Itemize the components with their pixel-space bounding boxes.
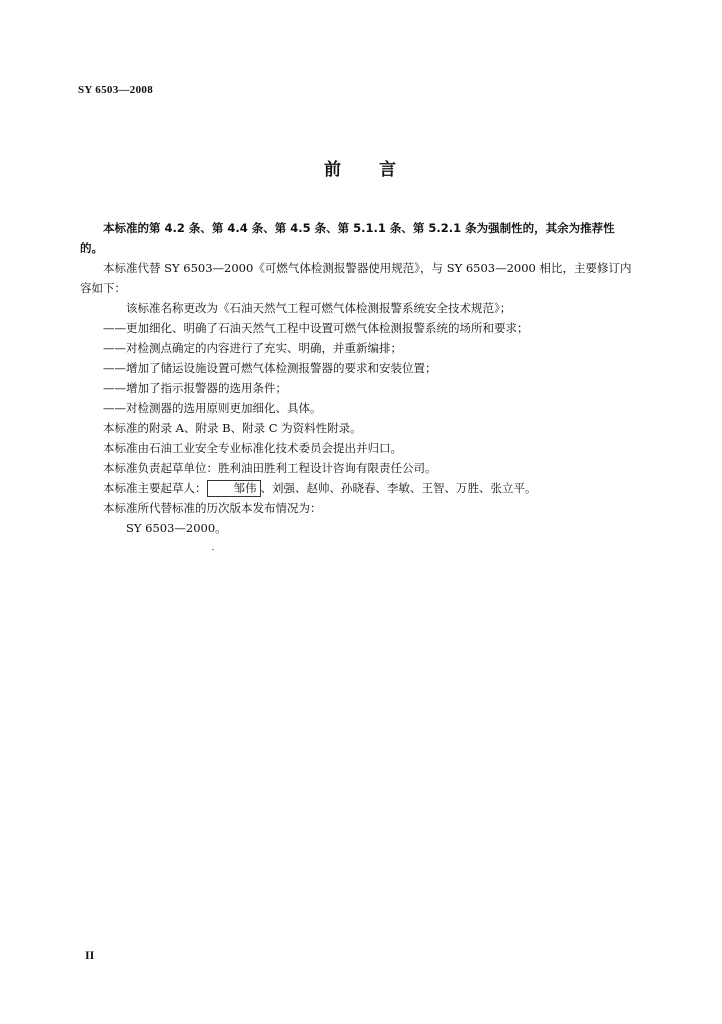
page-title (0, 155, 722, 180)
mandatory-clause-paragraph: 本标准的第 4.2 条、第 4.4 条、第 4.5 条、第 5.1.1 条、第 5.2.1 条为强制性的，其余为推荐性的。 (80, 221, 615, 255)
change-item-3: ——对检测点确定的内容进行了充实、明确，并重新编排； (103, 341, 402, 355)
drafters-rest: 、刘强、赵帅、孙晓春、李敏、王智、万胜、张立平。 (260, 481, 537, 495)
change-item-6: ——对检测器的选用原则更加细化、具体。 (103, 401, 322, 415)
appendix-paragraph: 本标准的附录 A、附录 B、附录 C 为资料性附录。 (103, 421, 362, 435)
change-item-4: ——增加了储运设施设置可燃气体检测报警器的要求和安装位置； (103, 361, 437, 375)
drafting-unit-paragraph: 本标准负责起草单位：胜利油田胜利工程设计咨询有限责任公司。 (103, 461, 437, 475)
history-paragraph: 本标准所代替标准的历次版本发布情况为： (103, 501, 322, 515)
title-part-1: 前 (324, 160, 343, 180)
standard-code: SY 6503—2008 (78, 84, 154, 96)
drafters-paragraph (80, 478, 636, 498)
drafters-prefix: 本标准主要起草人： (103, 481, 207, 495)
proposed-by-paragraph: 本标准由石油工业安全专业标准化技术委员会提出并归口。 (103, 441, 402, 455)
page-number: II (85, 948, 95, 962)
drafter-highlight-box: 邹伟 (207, 480, 261, 497)
scan-speck (212, 549, 214, 550)
preface-body (80, 218, 636, 538)
change-item-2: ——更加细化、明确了石油天然气工程中设置可燃气体检测报警系统的场所和要求； (103, 321, 529, 335)
title-part-2: 言 (379, 160, 398, 180)
previous-version: SY 6503—2000。 (126, 521, 227, 535)
replaces-paragraph: 本标准代替 SY 6503—2000《可燃气体检测报警器使用规范》，与 SY 6503—2000 相比，主要修订内容如下： (80, 261, 632, 295)
change-item-5: ——增加了指示报警器的选用条件； (103, 381, 287, 395)
change-item-1: 该标准名称更改为《石油天然气工程可燃气体检测报警系统安全技术规范》； (126, 301, 512, 315)
